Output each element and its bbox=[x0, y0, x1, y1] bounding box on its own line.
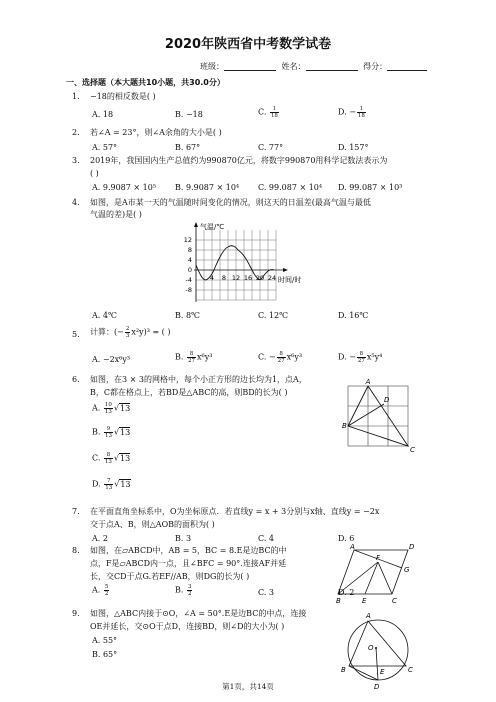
q8-stem-cont2: 长，交CD于点G.若EF//AB，则DG的长为( ) bbox=[90, 572, 250, 581]
q6-option-d[interactable]: D. $\frac{7}{13}$ √13 bbox=[92, 478, 131, 491]
q2-option-a[interactable]: A. 57° bbox=[92, 143, 118, 152]
q1-stem: −18的相反数是( ) bbox=[90, 92, 156, 101]
y-tick-neg8: -8 bbox=[185, 286, 192, 294]
class-blank bbox=[224, 62, 276, 71]
q8-option-d[interactable]: D. 2 bbox=[338, 588, 355, 597]
q6-label-a: A bbox=[365, 378, 371, 386]
q2-option-b[interactable]: B. 67° bbox=[175, 143, 201, 152]
q9-circle-figure bbox=[338, 608, 422, 690]
q9-label-o: O bbox=[368, 644, 374, 652]
header-fields bbox=[200, 62, 430, 71]
q4-stem-cont: 气温的差)是( ) bbox=[90, 210, 142, 219]
q8-number: 8. bbox=[72, 546, 80, 555]
q8-option-b[interactable]: B. $\frac{3}{2}$ bbox=[175, 584, 192, 597]
q1-option-c[interactable]: C. $\frac{1}{18}$ bbox=[258, 106, 278, 119]
q6-option-c[interactable]: C. $\frac{8}{13}$ √13 bbox=[92, 452, 131, 465]
q6-stem-cont: B，C都在格点上，若BD是△ABC的高，则BD的长为( ) bbox=[90, 388, 288, 397]
score-blank bbox=[387, 62, 427, 71]
q5-option-b[interactable]: B. $\frac{8}{27}$ x⁶y³ bbox=[175, 351, 213, 364]
q4-temperature-chart bbox=[174, 220, 324, 308]
q1-number: 1. bbox=[72, 92, 80, 101]
q3-option-d[interactable]: D. 99.087 × 10³ bbox=[338, 183, 403, 192]
center-dot bbox=[375, 647, 377, 649]
q3-option-c[interactable]: C. 99.087 × 10⁴ bbox=[258, 183, 323, 192]
q8-label-d: D bbox=[409, 543, 415, 551]
name-label: 姓名： bbox=[281, 62, 306, 71]
q1-option-a[interactable]: A. 18 bbox=[92, 110, 114, 119]
q8-label-e: E bbox=[362, 597, 367, 604]
y-tick-neg4: -4 bbox=[185, 276, 192, 284]
q2-option-c[interactable]: C. 77° bbox=[258, 143, 284, 152]
q9-label-e: E bbox=[380, 668, 385, 676]
x-tick-8: 8 bbox=[221, 274, 227, 282]
q3-stem: 2019年，我国国内生产总值约为990870亿元，将数字990870用科学记数法表示为 bbox=[90, 156, 388, 165]
q9-stem: 如图，△ABC内接于⊙O，∠A = 50°.E是边BC的中点，连接 bbox=[90, 609, 307, 618]
score-label: 得分： bbox=[363, 62, 388, 71]
q6-option-a[interactable]: A. $\frac{10}{13}$ √13 bbox=[92, 402, 131, 415]
q7-option-c[interactable]: C. 4 bbox=[258, 534, 275, 543]
q9-option-b[interactable]: B. 65° bbox=[92, 650, 118, 659]
q7-stem-cont: 交于点A、B，则△AOB的面积为( ) bbox=[90, 520, 215, 529]
q9-label-c: C bbox=[408, 666, 413, 674]
q9-option-a[interactable]: A. 55° bbox=[92, 636, 118, 645]
q2-number: 2. bbox=[72, 128, 80, 137]
q5-stem: 计算：(− $\frac{2}{3}$ x²y)³ = ( ) bbox=[90, 326, 171, 339]
q5-option-d[interactable]: D. − $\frac{8}{27}$ x⁵y⁴ bbox=[338, 351, 383, 364]
name-blank bbox=[306, 62, 358, 71]
q8-label-f: F bbox=[376, 554, 381, 562]
circle-o bbox=[348, 620, 408, 680]
q4-option-c[interactable]: C. 12℃ bbox=[258, 311, 289, 320]
q4-option-d[interactable]: D. 16℃ bbox=[338, 311, 369, 320]
q2-stem: 若∠A = 23°，则∠A余角的大小是( ) bbox=[90, 128, 222, 137]
y-tick-12: 12 bbox=[183, 236, 192, 244]
x-tick-24: 24 bbox=[267, 274, 277, 282]
x-tick-4: 4 bbox=[209, 274, 215, 282]
q9-label-d: D bbox=[374, 683, 380, 690]
q8-stem: 如图，在▱ABCD中，AB = 5，BC = 8.E是边BC的中 bbox=[90, 546, 287, 555]
x-tick-16: 16 bbox=[243, 274, 253, 282]
q8-parallelogram-figure bbox=[336, 542, 422, 604]
q3-number: 3. bbox=[72, 156, 80, 165]
q6-option-b[interactable]: B. $\frac{9}{13}$ √13 bbox=[92, 426, 131, 439]
page-footer: 第1页，共14页 bbox=[222, 682, 274, 691]
q9-number: 9. bbox=[72, 609, 80, 618]
q4-number: 4. bbox=[72, 198, 80, 207]
q8-option-c[interactable]: C. 3 bbox=[258, 588, 275, 597]
q3-stem-cont: ( ) bbox=[90, 169, 99, 178]
q6-number: 6. bbox=[72, 375, 80, 384]
q9-label-b: B bbox=[341, 666, 346, 674]
q4-option-b[interactable]: B. 8℃ bbox=[175, 311, 201, 320]
q8-label-c: C bbox=[392, 597, 397, 604]
q9-stem-cont: OE并延长，交⊙O于点D，连接BD，则∠D的大小为( ) bbox=[90, 622, 285, 631]
q5-number: 5. bbox=[72, 330, 80, 339]
q8-label-g: G bbox=[404, 566, 410, 574]
q6-label-d: D bbox=[384, 396, 390, 404]
x-tick-20: 20 bbox=[255, 274, 265, 282]
q7-option-d[interactable]: D. 6 bbox=[338, 534, 355, 543]
chart-x-label: 时间/时 bbox=[278, 276, 302, 284]
class-label: 班级： bbox=[200, 62, 224, 71]
x-tick-12: 12 bbox=[231, 274, 241, 282]
q6-stem: 如图，在3 × 3的网格中，每个小正方形的边长均为1，点A， bbox=[90, 375, 307, 384]
q6-label-b: B bbox=[342, 422, 347, 430]
q8-stem-cont: 点，F是▱ABCD内一点，且∠BFC = 90°.连接AF并延 bbox=[90, 559, 287, 568]
q5-option-a[interactable]: A. −2x⁶y³ bbox=[92, 355, 131, 364]
chart-grid bbox=[196, 230, 276, 300]
q6-label-c: C bbox=[410, 446, 415, 454]
chart-y-label: 气温/℃ bbox=[200, 223, 225, 231]
x-axis-arrow bbox=[283, 268, 288, 272]
y-tick-0: 0 bbox=[187, 266, 192, 274]
section-heading: 一、选择题（本大题共10小题，共30.0分） bbox=[66, 78, 225, 87]
q1-option-b[interactable]: B. −18 bbox=[175, 110, 203, 119]
q8-label-a: A bbox=[350, 543, 355, 551]
q5-option-c[interactable]: C. − $\frac{8}{27}$ x⁶y³ bbox=[258, 351, 303, 364]
q3-option-a[interactable]: A. 9.9087 × 10⁵ bbox=[92, 183, 157, 192]
q7-number: 7. bbox=[72, 507, 80, 516]
q4-option-a[interactable]: A. 4℃ bbox=[92, 311, 117, 320]
q3-option-b[interactable]: B. 9.9087 × 10⁴ bbox=[175, 183, 240, 192]
q7-stem: 在平面直角坐标系中，O为坐标原点．若直线y = x + 3分别与x轴、直线y = −2x bbox=[90, 507, 380, 516]
q8-label-b: B bbox=[336, 597, 341, 604]
q7-option-a[interactable]: A. 2 bbox=[92, 534, 108, 543]
q9-label-a: A bbox=[366, 612, 371, 620]
q1-option-d[interactable]: D. − $\frac{1}{18}$ bbox=[338, 106, 365, 119]
q7-option-b[interactable]: B. 3 bbox=[175, 534, 192, 543]
page-title: 2020年陕西省中考数学试卷 bbox=[164, 37, 332, 52]
q6-grid-figure bbox=[338, 378, 418, 454]
q4-stem: 如图，是A市某一天的气温随时间变化的情况，则这天的日温差(最高气温与最低 bbox=[90, 198, 371, 207]
y-tick-4: 4 bbox=[187, 256, 192, 264]
q2-option-d[interactable]: D. 157° bbox=[338, 143, 369, 152]
y-axis-arrow bbox=[194, 222, 198, 227]
q8-option-a[interactable]: A. $\frac{5}{2}$ bbox=[92, 584, 109, 597]
y-tick-8: 8 bbox=[187, 246, 192, 254]
